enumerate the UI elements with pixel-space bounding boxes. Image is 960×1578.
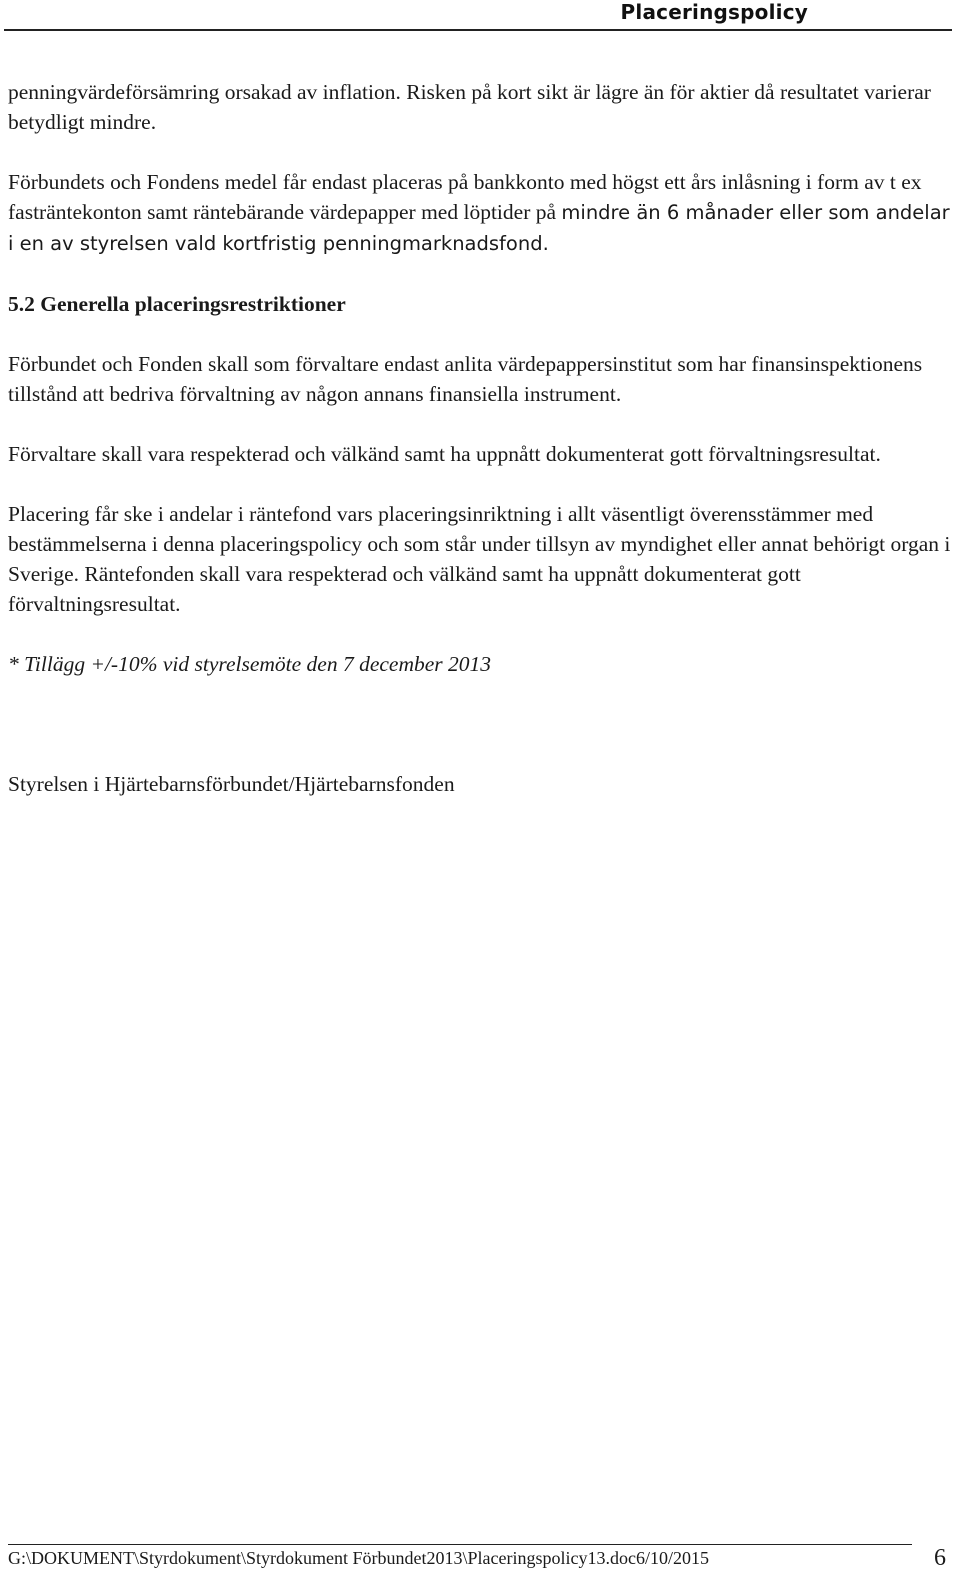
page-number: 6 — [934, 1545, 946, 1571]
footer-file-path: G:\DOKUMENT\Styrdokument\Styrdokument Förbundet2013\Placeringspolicy13.doc6/10/2015 — [8, 1548, 709, 1568]
amendment-note: * Tillägg +/-10% vid styrelsemöte den 7 december 2013 — [8, 652, 492, 676]
section-heading-5-2: 5.2 Generella placeringsrestriktioner — [8, 292, 346, 316]
paragraph-interest-fund: Placering får ske i andelar i räntefond vars placeringsinriktning i allt väsentligt överensstämmer med bestämmelserna i denna placeringspolicy och som står under tillsyn av myndighet eller annat behörigt organ i Sverige. Räntefonden skall vara respekterad och välkänd samt ha uppnått dokumenterat gott förvaltningsresultat. — [8, 502, 951, 616]
paragraph-placement-rules-serif: Förbundets och Fondens medel får endast placeras på bankkonto med högst ett års inlåsning i form av t ex fasträntekonton samt räntebärande värdepapper med löptider på — [8, 170, 922, 224]
paragraph-placement-rules-sans: mindre än 6 månader eller som andelar i en av styrelsen vald kortfristig penningmarknadsfond. — [8, 201, 950, 255]
page-header-title: Placeringspolicy — [620, 0, 808, 24]
document-body — [8, 77, 953, 799]
paragraph-inflation-risk: penningvärdeförsämring orsakad av inflation. Risken på kort sikt är lägre än för aktier då resultatet varierar betydligt mindre. — [8, 80, 931, 134]
paragraph-manager-requirements: Förbundet och Fonden skall som förvaltare endast anlita värdepappersinstitut som har finansinspektionens tillstånd att bedriva förvaltning av någon annans finansiella instrument. — [8, 352, 923, 406]
paragraph-manager-reputation: Förvaltare skall vara respekterad och välkänd samt ha uppnått dokumenterat gott förvaltningsresultat. — [8, 442, 881, 466]
header-divider — [4, 29, 952, 31]
footer-divider — [8, 1544, 912, 1545]
paragraph-placement-rules — [8, 167, 953, 259]
board-signature: Styrelsen i Hjärtebarnsförbundet/Hjärtebarnsfonden — [8, 772, 455, 796]
